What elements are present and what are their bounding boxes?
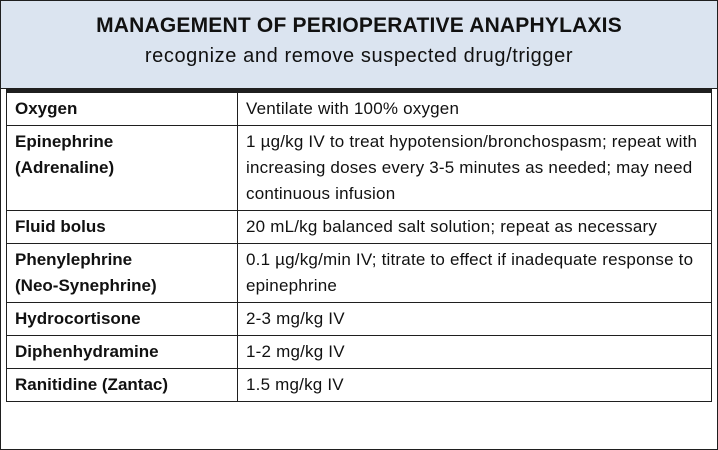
treatment-table [6, 89, 712, 402]
agent-cell: Epinephrine (Adrenaline) [7, 126, 238, 211]
dose-cell: 2-3 mg/kg IV [238, 303, 712, 336]
agent-cell: Phenylephrine (Neo-Synephrine) [7, 244, 238, 303]
table-container [1, 88, 717, 449]
table-header [1, 1, 717, 88]
table-row [7, 336, 712, 369]
table-row [7, 303, 712, 336]
dose-cell: Ventilate with 100% oxygen [238, 91, 712, 126]
table-row [7, 244, 712, 303]
agent-cell: Hydrocortisone [7, 303, 238, 336]
table-row [7, 91, 712, 126]
dose-cell: 0.1 µg/kg/min IV; titrate to effect if inadequate response to epinephrine [238, 244, 712, 303]
agent-cell: Oxygen [7, 91, 238, 126]
agent-cell: Ranitidine (Zantac) [7, 369, 238, 402]
table-row [7, 369, 712, 402]
dose-cell: 1-2 mg/kg IV [238, 336, 712, 369]
page-title: MANAGEMENT OF PERIOPERATIVE ANAPHYLAXIS [96, 14, 622, 37]
table-row [7, 126, 712, 211]
dose-cell: 1 µg/kg IV to treat hypotension/bronchospasm; repeat with increasing doses every 3-5 minutes as needed; may need continuous infusion [238, 126, 712, 211]
agent-cell: Diphenhydramine [7, 336, 238, 369]
dose-cell: 20 mL/kg balanced salt solution; repeat as necessary [238, 211, 712, 244]
dose-cell: 1.5 mg/kg IV [238, 369, 712, 402]
table-row [7, 211, 712, 244]
page-subtitle: recognize and remove suspected drug/trigger [144, 45, 574, 67]
agent-cell: Fluid bolus [7, 211, 238, 244]
